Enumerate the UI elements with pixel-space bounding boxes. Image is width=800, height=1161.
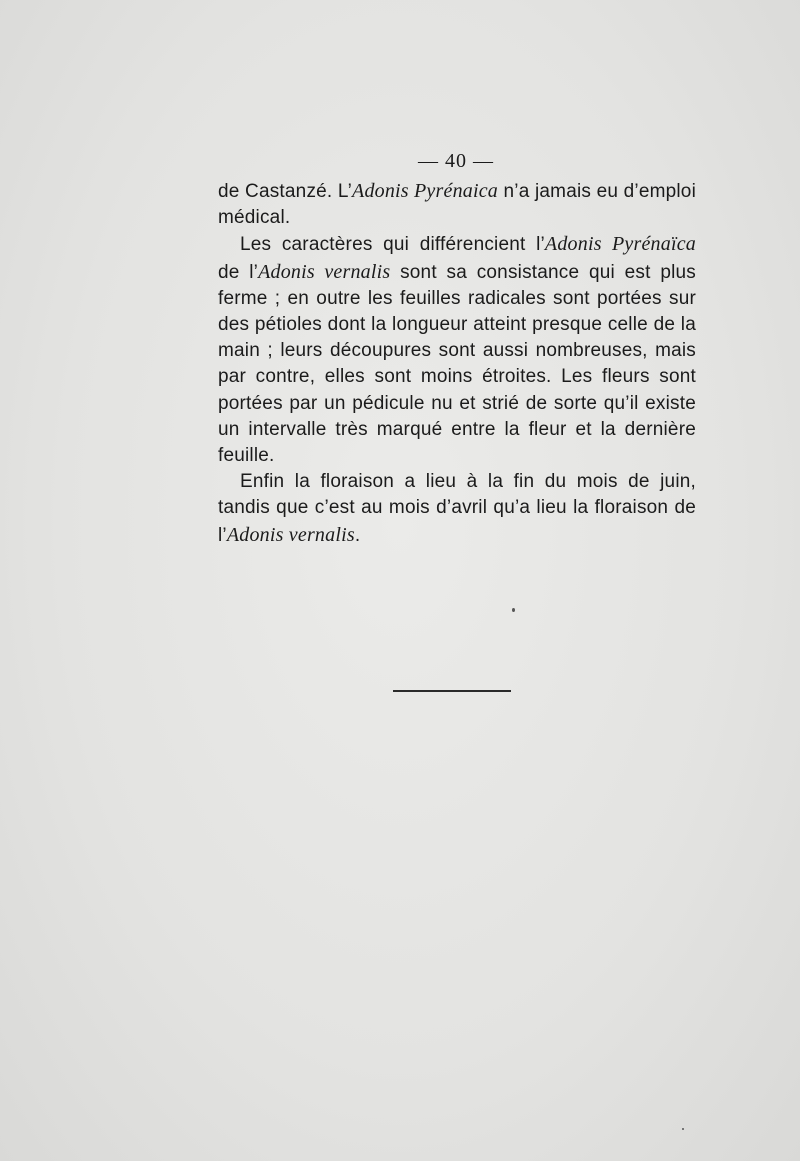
text-segment: .	[354, 524, 361, 546]
italic-segment: Adonis Pyrénaïca	[544, 233, 696, 256]
text-segment: de l’	[218, 261, 259, 283]
paragraph	[218, 469, 696, 549]
italic-segment: Adonis vernalis	[226, 523, 355, 546]
page-number: — 40 —	[418, 150, 494, 172]
ink-speck	[512, 608, 515, 612]
italic-segment: Adonis vernalis	[258, 260, 391, 283]
body-text	[218, 178, 696, 549]
section-divider	[393, 690, 511, 692]
paragraph	[218, 231, 696, 469]
ink-speck	[682, 1128, 684, 1130]
text-segment: Enfin la floraison a lieu à la fin du mois de juin, tandis que c’est au mois d’avril qu’a lieu la floraison de l’	[218, 471, 696, 546]
text-segment: Les caractères qui différencient l’	[240, 234, 545, 256]
text-segment: n’a jamais eu d’emploi médical.	[218, 181, 696, 229]
paragraph	[218, 178, 696, 231]
italic-segment: Adonis Pyrénaica	[352, 180, 499, 202]
text-segment: sont sa consistance qui est plus ferme ; en outre les feuilles radicales sont portées sur des pétioles dont la longueur atteint presque celle de la main ; leurs découpures sont aussi nombreuses, mais par contre, elles sont moins étroites. Les fleurs sont portées par un pédicule nu et strié de sorte qu’il existe un intervalle très marqué entre la fleur et la dernière feuille.	[218, 261, 696, 467]
text-segment: de Castanzé. L’	[218, 181, 353, 202]
